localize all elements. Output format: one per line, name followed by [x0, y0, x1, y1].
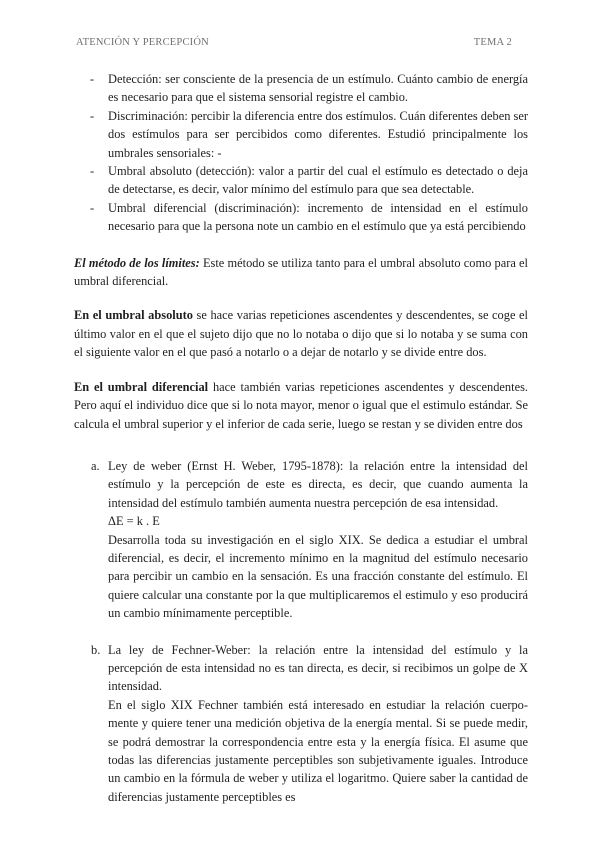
paragraph-method-of-limits	[74, 254, 528, 291]
document-body	[74, 70, 528, 806]
paragraph-absolute-threshold	[74, 306, 528, 361]
list-marker: a.	[91, 458, 100, 473]
paragraph-text: hace también varias repeticiones ascendentes y descendentes. Pero aquí el individuo dice que si lo nota mayor, menor o igual que el estimulo estándar. Se calcula el umbral superior y el inferior de cada serie, luego se restan y se dividen entre dos	[74, 379, 528, 431]
lettered-list	[74, 457, 528, 806]
list-item: - Detección: ser consciente de la presencia de un estímulo. Cuánto cambio de energía es necesario para que el sistema sensorial registre el cambio.	[74, 70, 528, 107]
header-topic: TEMA 2	[473, 37, 512, 48]
page-header	[76, 37, 512, 48]
list-text: Desarrolla toda su investigación en el siglo XIX. Se dedica a estudiar el umbral diferencial, es decir, el incremento mínimo en la magnitud del estímulo necesario para percibir un cambio en la sensación. Es una fracción constante del estímulo. El quiere calcular una constante por la que multiplicaremos el estimulo y eso producirá un cambio mínimamente perceptible.	[108, 532, 528, 621]
list-text: La ley de Fechner-Weber: la relación entre la intensidad del estímulo y la percepción de esta intensidad no es tan directa, es decir, si recibimos un golpe de X intensidad.	[108, 642, 528, 694]
list-text: En el siglo XIX Fechner también está interesado en estudiar la relación cuerpo-mente y quiere tener una medición objetiva de la energía mental. Si se puede medir, se podrá demostrar la correspondencia entre esta y la energía física. El asume que todas las diferencias justamente perceptibles son subjetivamente iguales. Introduce un cambio en la fórmula de weber y utiliza el logaritmo. Quiere saber la cantidad de diferencias justamente perceptibles es	[108, 697, 528, 804]
list-item: - Umbral diferencial (discriminación): incremento de intensidad en el estímulo necesario para que la persona note un cambio en el estímulo que ya está percibiendo	[74, 199, 528, 236]
paragraph-text: se hace varias repeticiones ascendentes y descendentes, se coge el último valor en el que el sujeto dijo que no lo notaba o dijo que si lo notaba y se suma con el siguiente valor en el que pasó a notarlo o a dejar de notarlo y se divide entre dos.	[74, 308, 529, 360]
list-item-fechner	[74, 641, 528, 807]
paragraph-lead: En el umbral absoluto	[74, 308, 193, 323]
paragraph-differential-threshold	[74, 378, 528, 433]
list-item: - Discriminación: percibir la diferencia entre dos estímulos. Cuán diferentes deben ser dos estímulos para ser percibidos como diferentes. Estudió principalmente los umbrales sensoriales: -	[74, 107, 528, 162]
formula: ΔE = k . E	[108, 514, 160, 529]
paragraph-text: Este método se utiliza tanto para el umbral absoluto como para el umbral diferencial.	[74, 255, 529, 289]
dash-list	[74, 70, 528, 236]
list-item-weber	[74, 457, 528, 623]
header-subject: ATENCIÓN Y PERCEPCIÓN	[76, 37, 209, 48]
paragraph-lead: En el umbral diferencial	[74, 379, 209, 394]
paragraph-lead: El método de los límites:	[74, 255, 200, 270]
list-text: Ley de weber (Ernst H. Weber, 1795-1878): la relación entre la intensidad del estímulo y la percepción de este es directa, es decir, que cuando aumenta la intensidad del estímulo también aumenta nuestra percepción de esa intensidad.	[108, 458, 528, 510]
list-marker: b.	[91, 642, 101, 657]
list-item: - Umbral absoluto (detección): valor a partir del cual el estímulo es detectado o deja de detectarse, es decir, valor mínimo del estímulo para que sea detectable.	[74, 162, 528, 199]
